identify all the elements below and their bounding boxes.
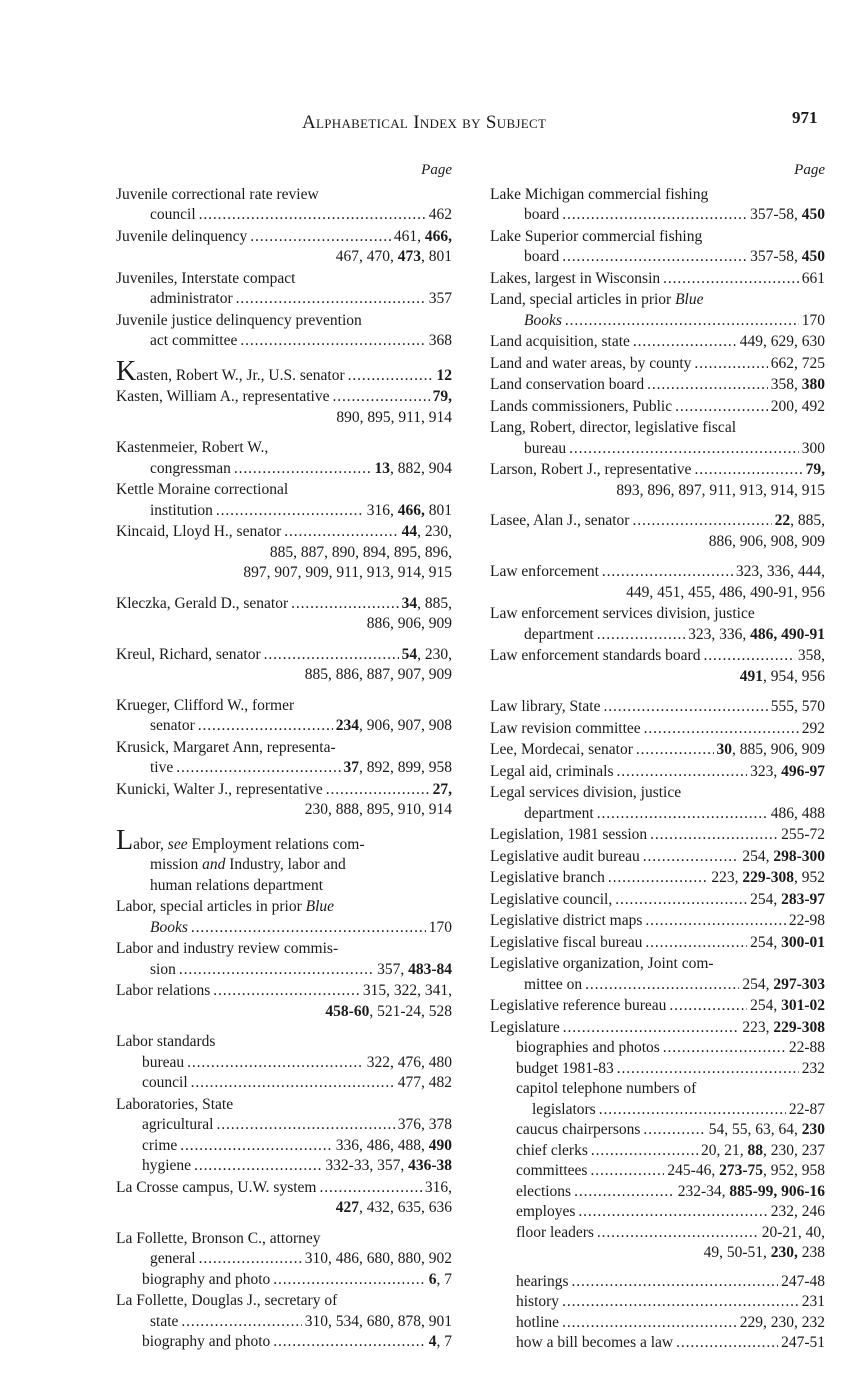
entry-text: Labor and industry review commis- bbox=[116, 940, 339, 957]
entry-text: Kincaid, Lloyd H., senator bbox=[116, 523, 282, 540]
entry-text: Lakes, largest in Wisconsin bbox=[490, 269, 661, 287]
index-entry bbox=[116, 387, 452, 428]
page-ref: 12 bbox=[436, 366, 452, 384]
index-entry bbox=[490, 825, 825, 846]
entry-text: Land acquisition, state bbox=[490, 333, 630, 350]
index-entry bbox=[490, 269, 825, 290]
page-ref: 44, 230, bbox=[401, 523, 452, 540]
page-ref: 462 bbox=[428, 206, 452, 223]
page-ref: 22-87 bbox=[788, 1100, 825, 1118]
index-entry bbox=[116, 355, 452, 387]
entry-text: tive bbox=[150, 759, 174, 776]
page-ref: 491, 954, 956 bbox=[739, 667, 825, 685]
page-ref: 27, bbox=[432, 780, 452, 798]
entry-text: act committee bbox=[150, 332, 238, 349]
entry-text: agricultural bbox=[142, 1116, 214, 1133]
page-ref: 79, bbox=[805, 461, 825, 478]
page-ref: 467, 470, 473, 801 bbox=[335, 248, 452, 265]
index-entry bbox=[116, 738, 452, 779]
page-ref: 232 bbox=[801, 1059, 825, 1077]
entry-text: mittee on bbox=[524, 975, 583, 993]
entry-text: Lands commissioners, Public bbox=[490, 397, 673, 415]
page-ref: 357-58, 450 bbox=[750, 206, 825, 223]
page-ref: 323, 336, 444, bbox=[735, 563, 825, 580]
index-entry bbox=[490, 604, 825, 645]
entry-text: capitol telephone numbers of bbox=[516, 1080, 697, 1097]
entry-text: Labor standards bbox=[116, 1033, 216, 1050]
entry-text: senator bbox=[150, 717, 195, 734]
entry-text: Land conservation board bbox=[490, 376, 645, 393]
page-ref: 449, 451, 455, 486, 490-91, 956 bbox=[626, 583, 825, 601]
page-ref: 310, 486, 680, 880, 902 bbox=[304, 1250, 452, 1267]
page-ref: 232-34, 885-99, 906-16 bbox=[677, 1182, 825, 1200]
entry-text: Law revision committee bbox=[490, 719, 641, 737]
page-ref: 461, 466, bbox=[393, 227, 452, 245]
entry-text: Lake Michigan commercial fishing bbox=[490, 185, 709, 203]
entry-text: Kastenmeier, Robert W., bbox=[116, 439, 269, 456]
page-title: Alphabetical Index by Subject bbox=[302, 112, 547, 133]
entry-text: Krusick, Margaret Ann, representa- bbox=[116, 738, 336, 756]
entry-text: Krueger, Clifford W., former bbox=[116, 696, 295, 714]
index-entry bbox=[490, 868, 825, 889]
index-entry bbox=[490, 227, 825, 268]
entry-text: Legislative reference bureau bbox=[490, 997, 667, 1014]
page-ref: 886, 906, 908, 909 bbox=[708, 532, 825, 550]
page-ref: 255-72 bbox=[781, 826, 825, 843]
entry-text: how a bill becomes a law bbox=[516, 1334, 674, 1351]
entry-text: Juvenile correctional rate review bbox=[116, 185, 319, 203]
page-ref: 885, 887, 890, 894, 895, 896, bbox=[269, 543, 452, 561]
entry-text: hygiene bbox=[142, 1157, 192, 1174]
page-ref: 315, 322, 341, bbox=[362, 982, 452, 999]
page-ref: 292 bbox=[801, 719, 825, 737]
section-initial: L bbox=[116, 824, 134, 856]
entry-text: Land, special articles in prior Blue bbox=[490, 291, 704, 308]
entry-text: council bbox=[142, 1074, 188, 1091]
page-ref: 170 bbox=[428, 918, 452, 936]
page-ref: 223, 229-308 bbox=[742, 1018, 825, 1036]
index-entry bbox=[490, 740, 825, 761]
entry-text: Laboratories, State bbox=[116, 1095, 234, 1113]
index-entry bbox=[116, 981, 452, 1022]
page-ref: 427, 432, 635, 636 bbox=[335, 1199, 452, 1216]
entry-text: institution bbox=[150, 501, 213, 519]
page-ref: 336, 486, 488, 490 bbox=[335, 1136, 452, 1154]
page-ref: 458-60, 521-24, 528 bbox=[325, 1002, 452, 1020]
entry-text: Legislative fiscal bureau bbox=[490, 933, 643, 951]
entry-text: biography and photo bbox=[142, 1333, 271, 1350]
entry-text: bureau bbox=[142, 1053, 185, 1071]
index-entry bbox=[490, 646, 825, 687]
index-entry bbox=[490, 185, 825, 226]
entry-text: administrator bbox=[150, 290, 233, 307]
page-ref: 357, 483-84 bbox=[377, 960, 452, 978]
index-entry bbox=[116, 480, 452, 521]
index-entry bbox=[490, 996, 825, 1017]
page-ref: 893, 896, 897, 911, 913, 914, 915 bbox=[616, 481, 825, 499]
index-entry bbox=[490, 1018, 825, 1354]
index-entry bbox=[490, 933, 825, 954]
index-entry bbox=[116, 1291, 452, 1353]
index-entry bbox=[116, 1229, 452, 1291]
index-entry bbox=[490, 332, 825, 353]
index-column-left bbox=[116, 160, 452, 1354]
entry-text: Kasten, William A., representative bbox=[116, 388, 330, 405]
page-ref: 49, 50-51, 230, 238 bbox=[703, 1244, 825, 1261]
entry-text: Legislature bbox=[490, 1018, 560, 1036]
index-entry bbox=[490, 460, 825, 501]
entry-text: biography and photo bbox=[142, 1270, 271, 1288]
page-column-label: Page bbox=[794, 162, 825, 178]
index-entry bbox=[490, 397, 825, 418]
page-ref: 358, bbox=[797, 647, 825, 664]
page-ref: 54, 230, bbox=[401, 645, 452, 663]
entry-text: Legislative audit bureau bbox=[490, 847, 640, 865]
entry-text: legislators bbox=[532, 1100, 596, 1118]
page-ref: 234, 906, 907, 908 bbox=[335, 717, 452, 734]
page-ref: 310, 534, 680, 878, 901 bbox=[304, 1312, 452, 1330]
page-ref: 247-51 bbox=[781, 1334, 825, 1351]
entry-text: Kasten, Robert W., Jr., U.S. senator bbox=[116, 355, 345, 387]
entry-text: caucus chairpersons bbox=[516, 1121, 641, 1138]
index-entry bbox=[116, 645, 452, 686]
entry-text: Law enforcement bbox=[490, 563, 599, 580]
page-ref: 368 bbox=[428, 332, 452, 349]
index-entry bbox=[490, 847, 825, 868]
entry-text: department bbox=[524, 625, 594, 643]
index-entry bbox=[490, 911, 825, 932]
page-ref: 6, 7 bbox=[428, 1270, 452, 1288]
page-ref: 316, 466, 801 bbox=[366, 501, 452, 519]
page-ref: 376, 378 bbox=[397, 1116, 452, 1133]
index-entry bbox=[490, 697, 825, 718]
page-ref: 54, 55, 63, 64, 230 bbox=[708, 1121, 825, 1138]
page-ref: 449, 629, 630 bbox=[739, 333, 825, 350]
index-entry bbox=[490, 783, 825, 824]
index-entry bbox=[116, 1095, 452, 1177]
entry-text: Labor relations bbox=[116, 982, 211, 999]
entry-text: Law enforcement standards board bbox=[490, 647, 701, 664]
page-ref: 885, 886, 887, 907, 909 bbox=[304, 666, 452, 683]
entry-text: budget 1981-83 bbox=[516, 1059, 614, 1077]
entry-text: La Follette, Bronson C., attorney bbox=[116, 1229, 321, 1247]
index-entry bbox=[116, 185, 452, 226]
index-entry bbox=[490, 290, 825, 331]
index-entry bbox=[116, 897, 452, 938]
page-ref: 886, 906, 909 bbox=[366, 615, 452, 632]
page-ref: 245-46, 273-75, 952, 958 bbox=[667, 1162, 825, 1179]
entry-text: hearings bbox=[516, 1272, 569, 1290]
page-ref: 4, 7 bbox=[428, 1333, 452, 1350]
page-ref: 661 bbox=[801, 269, 825, 287]
entry-text: biographies and photos bbox=[516, 1039, 660, 1056]
entry-text: Books bbox=[524, 311, 562, 329]
entry-text: hotline bbox=[516, 1313, 560, 1331]
entry-text: Lang, Robert, director, legislative fiscal bbox=[490, 419, 737, 436]
entry-text: Legislation, 1981 session bbox=[490, 826, 648, 843]
entry-text: committees bbox=[516, 1162, 588, 1179]
index-entry bbox=[116, 824, 452, 897]
page-ref: 323, 336, 486, 490-91 bbox=[688, 625, 825, 643]
index-entry bbox=[116, 269, 452, 310]
page-ref: 254, 298-300 bbox=[742, 847, 825, 865]
index-entry bbox=[116, 1178, 452, 1219]
index-entry bbox=[116, 939, 452, 980]
page-ref: 254, 297-303 bbox=[742, 975, 825, 993]
page-ref: 30, 885, 906, 909 bbox=[716, 741, 825, 758]
entry-text: board bbox=[524, 248, 560, 265]
page-ref: 486, 488 bbox=[770, 804, 825, 822]
index-entry bbox=[116, 780, 452, 821]
index-entry bbox=[116, 438, 452, 479]
page-ref: 357 bbox=[428, 290, 452, 307]
page-header bbox=[0, 108, 859, 142]
entry-text: Lasee, Alan J., senator bbox=[490, 512, 630, 529]
index-entry bbox=[490, 719, 825, 740]
index-entry bbox=[490, 890, 825, 911]
page-ref: 316, bbox=[424, 1178, 452, 1196]
entry-text: Lake Superior commercial fishing bbox=[490, 227, 703, 245]
page-ref: 555, 570 bbox=[770, 698, 825, 715]
entry-text: Law library, State bbox=[490, 698, 601, 715]
entry-text: crime bbox=[142, 1136, 178, 1154]
index-entry bbox=[116, 594, 452, 635]
entry-text: department bbox=[524, 804, 594, 822]
entry-text: bureau bbox=[524, 439, 567, 457]
page-ref: 22, 885, bbox=[774, 512, 825, 529]
entry-text: Juveniles, Interstate compact bbox=[116, 269, 296, 287]
page-ref: 357-58, 450 bbox=[750, 248, 825, 265]
page-ref: 254, 283-97 bbox=[750, 890, 825, 908]
page-number: 971 bbox=[792, 108, 818, 127]
page-ref: 358, 380 bbox=[770, 376, 825, 393]
index-entry bbox=[490, 762, 825, 783]
index-entry bbox=[116, 522, 452, 584]
section-initial: K bbox=[116, 355, 137, 387]
page-ref: 34, 885, bbox=[401, 594, 452, 612]
entry-text: La Crosse campus, U.W. system bbox=[116, 1178, 317, 1196]
page-ref: 254, 301-02 bbox=[750, 997, 825, 1014]
entry-text: employes bbox=[516, 1203, 576, 1220]
page-ref: 332-33, 357, 436-38 bbox=[325, 1157, 452, 1174]
index-entry bbox=[116, 1032, 452, 1094]
index-entry bbox=[490, 354, 825, 375]
entry-text: Labor, see Employment relations com- bbox=[116, 824, 365, 856]
page-ref: 247-48 bbox=[781, 1272, 825, 1290]
entry-text: Kunicki, Walter J., representative bbox=[116, 780, 323, 798]
entry-text: Juvenile justice delinquency prevention bbox=[116, 311, 362, 329]
entry-text: Law enforcement services division, justice bbox=[490, 605, 755, 622]
entry-text: La Follette, Douglas J., secretary of bbox=[116, 1292, 338, 1309]
entry-text: council bbox=[150, 206, 196, 223]
page-ref: 231 bbox=[801, 1293, 825, 1310]
page-ref: 230, 888, 895, 910, 914 bbox=[304, 801, 452, 818]
page-ref: 13, 882, 904 bbox=[374, 459, 452, 477]
page-ref: 170 bbox=[801, 311, 825, 329]
entry-text: elections bbox=[516, 1182, 572, 1200]
entry-text: mission and Industry, labor and bbox=[150, 856, 346, 873]
page-ref: 232, 246 bbox=[770, 1203, 825, 1220]
entry-text: Legislative branch bbox=[490, 869, 605, 886]
index-entry bbox=[490, 954, 825, 995]
entry-text: general bbox=[150, 1250, 196, 1267]
index-entry bbox=[490, 562, 825, 603]
page-ref: 20, 21, 88, 230, 237 bbox=[701, 1141, 825, 1159]
page-ref: 200, 492 bbox=[770, 397, 825, 415]
index-entry bbox=[490, 418, 825, 459]
page-ref: 254, 300-01 bbox=[750, 933, 825, 951]
page-ref: 300 bbox=[801, 439, 825, 457]
entry-text: Books bbox=[150, 918, 188, 936]
page-ref: 323, 496-97 bbox=[750, 762, 825, 780]
page-ref: 22-88 bbox=[788, 1039, 825, 1056]
entry-text: sion bbox=[150, 960, 176, 978]
page-ref: 37, 892, 899, 958 bbox=[343, 759, 452, 776]
page-ref: 890, 895, 911, 914 bbox=[336, 408, 452, 426]
page-ref: 22-98 bbox=[788, 912, 825, 929]
page-ref: 322, 476, 480 bbox=[366, 1053, 452, 1071]
entry-text: Legal aid, criminals bbox=[490, 762, 614, 780]
page-ref: 20-21, 40, bbox=[761, 1223, 825, 1241]
index-entry bbox=[116, 696, 452, 737]
entry-text: state bbox=[150, 1312, 179, 1330]
page-ref: 223, 229-308, 952 bbox=[711, 869, 825, 886]
index-column-right bbox=[490, 160, 825, 1355]
entry-text: board bbox=[524, 206, 560, 223]
index-entry bbox=[116, 311, 452, 352]
page-ref: 477, 482 bbox=[397, 1074, 452, 1091]
entry-text: Legislative district maps bbox=[490, 912, 643, 929]
entry-text: Lee, Mordecai, senator bbox=[490, 741, 633, 758]
entry-text: Legal services division, justice bbox=[490, 784, 682, 801]
page-ref: 229, 230, 232 bbox=[739, 1313, 825, 1331]
index-entry bbox=[116, 227, 452, 268]
entry-text: floor leaders bbox=[516, 1223, 594, 1241]
page-ref: 662, 725 bbox=[770, 354, 825, 372]
entry-text: Legislative council, bbox=[490, 890, 613, 908]
index-entry bbox=[490, 375, 825, 396]
entry-text: human relations department bbox=[150, 876, 324, 894]
entry-text: Labor, special articles in prior Blue bbox=[116, 898, 335, 915]
page-column-label: Page bbox=[421, 162, 452, 178]
entry-text: chief clerks bbox=[516, 1141, 588, 1159]
entry-text: Legislative organization, Joint com- bbox=[490, 955, 714, 972]
entry-text: Larson, Robert J., representative bbox=[490, 461, 692, 478]
entry-text: Kettle Moraine correctional bbox=[116, 481, 289, 498]
entry-text: congressman bbox=[150, 459, 231, 477]
entry-text: Land and water areas, by county bbox=[490, 354, 692, 372]
entry-text: history bbox=[516, 1293, 560, 1310]
entry-text: Kreul, Richard, senator bbox=[116, 645, 261, 663]
index-entry bbox=[490, 511, 825, 552]
entry-text: Juvenile delinquency bbox=[116, 227, 248, 245]
page-ref: 897, 907, 909, 911, 913, 914, 915 bbox=[243, 564, 452, 581]
entry-text: Kleczka, Gerald D., senator bbox=[116, 594, 289, 612]
page-ref: 79, bbox=[432, 388, 452, 405]
